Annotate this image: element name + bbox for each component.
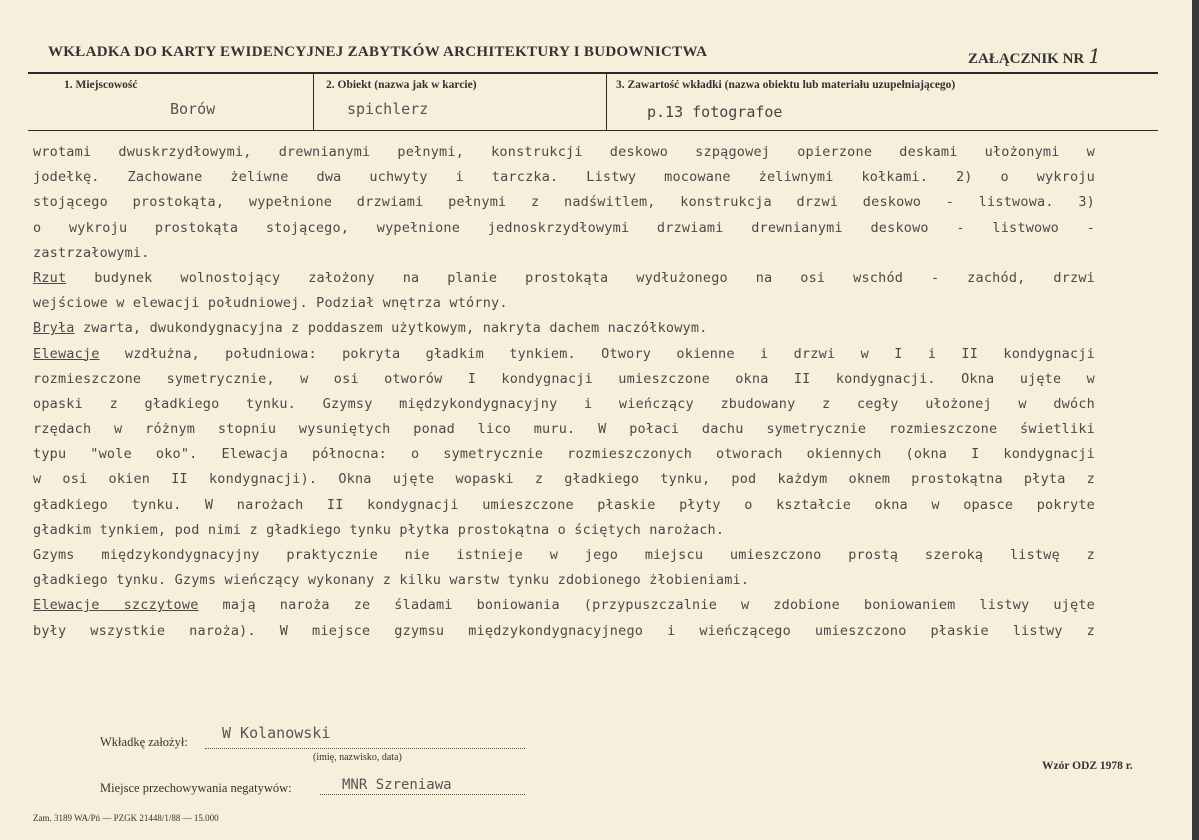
- description-text: [33, 140, 1095, 644]
- content-value: p.13 fotografoe: [647, 103, 783, 121]
- heading-rzut: Rzut: [33, 269, 67, 286]
- locality-label: 1. Miejscowość: [64, 79, 138, 91]
- object-value: spichlerz: [347, 100, 429, 118]
- content-label: 3. Zawartość wkładki (nazwa obiektu lub materiału uzupełniającego): [616, 79, 956, 91]
- annex-label: [968, 44, 1101, 68]
- text-line: wrotami dwuskrzydłowymi, drewnianymi pełnymi, konstrukcji deskowo szpągowej opierzone deskami ułożonymi w: [33, 144, 1095, 160]
- author-caption: (imię, nazwisko, data): [313, 752, 402, 763]
- text-line-rzut: [33, 266, 1095, 291]
- storage-line: [320, 794, 525, 795]
- text-line: zwarta, dwukondygnacyjna z poddaszem użytkowym, nakryta dachem naczółkowym.: [82, 320, 708, 337]
- text-line-elewacje: [33, 342, 1095, 367]
- header-rule-bottom: [28, 130, 1158, 131]
- field-divider: [313, 74, 314, 130]
- template-label: Wzór ODZ 1978 r.: [1042, 760, 1133, 772]
- text-line: wejściowe w elewacji południowej. Podział wnętrza wtórny.: [33, 295, 508, 312]
- print-imprint: Zam. 3189 WA/Pń — PZGK 21448/1/88 — 15.000: [33, 813, 219, 823]
- text-line: w osi okien II kondygnacji). Okna ujęte wopaski z gładkiego tynku, pod każdym oknem prostokątna płyta z: [33, 471, 1095, 488]
- text-line: opaski z gładkiego tynku. Gzymsy międzykondygnacyjny i wieńczący zbudowany z cegły ułożonej w dwóch: [33, 395, 1095, 412]
- text-line: wzdłużna, południowa: pokryta gładkim tynkiem. Otwory okienne i drzwi w I i II kondygnacji: [124, 345, 1095, 362]
- text-line: stojącego prostokąta, wypełnione drzwiami pełnymi z nadświtlem, konstrukcja drzwi deskowo - listwowa. 3): [33, 194, 1095, 211]
- text-line: zastrzałowymi.: [33, 244, 150, 261]
- text-line: mają naroża ze śladami boniowania (przypuszczalnie w zdobione boniowaniem listwy ujęte: [222, 597, 1095, 614]
- text-line: Gzyms międzykondygnacyjny praktycznie nie istnieje w jego miejscu umieszczono prostą szeroką listwę z: [33, 547, 1095, 563]
- storage-label: Miejsce przechowywania negatywów:: [100, 781, 292, 795]
- object-label: 2. Obiekt (nazwa jak w karcie): [326, 79, 477, 91]
- author-value: W Kolanowski: [222, 724, 331, 742]
- text-line: były wszystkie naroża). W miejsce gzymsu międzykondygnacyjnego i wieńczącego umieszczono płaskie listwy z: [33, 622, 1095, 639]
- text-line: rzędach w różnym stopniu wysuniętych ponad lico muru. W połaci dachu symetrycznie rozmieszczone świetliki: [33, 421, 1095, 438]
- text-line: o wykroju prostokąta stojącego, wypełnione jednoskrzydłowymi drzwiami drewnianymi deskowo - listwowo -: [33, 219, 1095, 236]
- text-line: jodełkę. Zachowane żeliwne dwa uchwyty i tarczka. Listwy mocowane żeliwnymi kołkami. 2) o wykroju: [33, 169, 1095, 186]
- author-line: [205, 748, 525, 749]
- annex-number: 1: [1088, 44, 1101, 68]
- header-rule-top: [28, 72, 1158, 74]
- heading-bryla: Bryła: [33, 320, 75, 337]
- author-label: Wkładkę założył:: [100, 735, 188, 749]
- text-line-elewacje-szczytowe: [33, 593, 1095, 618]
- field-divider: [606, 74, 607, 130]
- scan-edge: [1192, 0, 1199, 840]
- text-line: budynek wolnostojący założony na planie prostokąta wydłużonego na osi wschód - zachód, drzwi: [94, 269, 1095, 286]
- heading-elewacje: Elewacje: [33, 345, 100, 362]
- text-line: gładkim tynkiem, pod nimi z gładkiego tynku płytka prostokątna o ściętych narożach.: [33, 521, 725, 538]
- annex-label-text: ZAŁĄCZNIK NR: [968, 51, 1085, 67]
- storage-value: MNR Szreniawa: [342, 777, 452, 793]
- locality-value: Borów: [170, 100, 216, 118]
- text-line-bryla: [33, 316, 1095, 341]
- text-line: gładkiego tynku. Gzyms wieńczący wykonany z kilku warstw tynku zdobionego żłobieniami.: [33, 572, 750, 589]
- form-title: WKŁADKA DO KARTY EWIDENCYJNEJ ZABYTKÓW ARCHITEKTURY I BUDOWNICTWA: [48, 44, 708, 60]
- text-line: gładkiego tynku. W narożach II kondygnacji umieszczone płaskie płyty o kształcie okna w opasce pokryte: [33, 496, 1095, 513]
- text-line: rozmieszczone symetrycznie, w osi otworów I kondygnacji umieszczone okna II kondygnacji. Okna ujęte w: [33, 370, 1095, 387]
- text-line: typu "wole oko". Elewacja północna: o symetrycznie rozmieszczonych otworach okiennych (okna I kondygnacji: [33, 446, 1095, 463]
- heading-elewacje-szczytowe: Elewacje szczytowe: [33, 597, 199, 614]
